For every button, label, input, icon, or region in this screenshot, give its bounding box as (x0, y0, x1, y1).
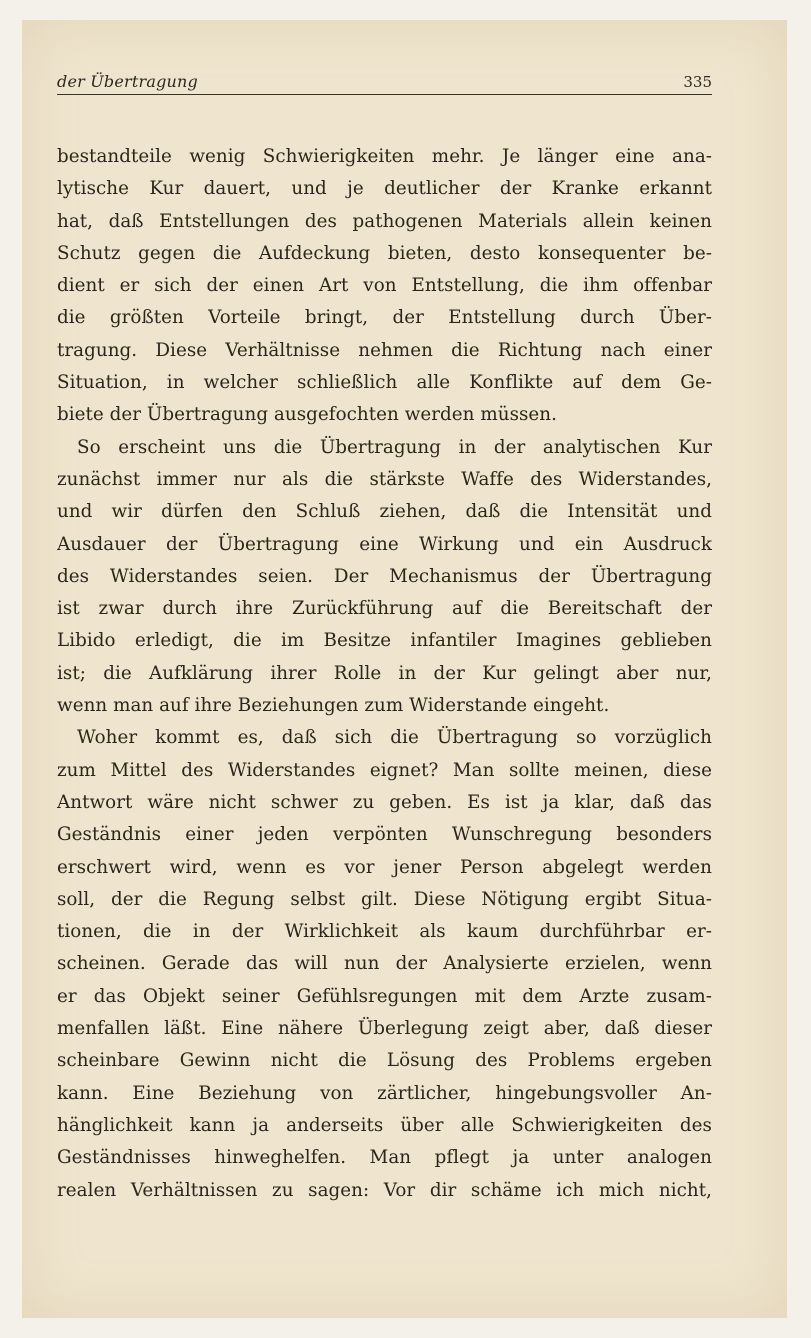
text-line: scheinbare Gewinn nicht die Lösung des Problems ergeben (57, 1050, 712, 1072)
text-line: Ausdauer der Übertragung eine Wirkung und ein Ausdruck (57, 533, 712, 555)
text-line: Geständnis einer jeden verpönten Wunschregung besonders (57, 824, 712, 846)
text-line: soll, der die Regung selbst gilt. Diese Nötigung ergibt Situa- (57, 888, 712, 910)
text-line: hänglichkeit kann ja anderseits über alle Schwierigkeiten des (57, 1114, 712, 1136)
page-number: 335 (683, 73, 712, 91)
text-line: hat, daß Entstellungen des pathogenen Materials allein keinen (57, 210, 712, 232)
text-line: bestandteile wenig Schwierigkeiten mehr. Je länger eine ana- (57, 146, 712, 167)
text-line: menfallen läßt. Eine nähere Überlegung zeigt aber, daß dieser (57, 1018, 712, 1040)
body-text (57, 141, 712, 1207)
text-line: Schutz gegen die Aufdeckung bieten, desto konsequenter be- (57, 242, 712, 264)
text-line: des Widerstandes seien. Der Mechanismus der Übertragung (57, 565, 712, 587)
running-head (57, 72, 712, 95)
text-line: erschwert wird, wenn es vor jener Person abgelegt werden (57, 856, 712, 878)
text-line: Geständnisses hinweghelfen. Man pflegt ja unter analogen (57, 1147, 712, 1169)
text-line: tionen, die in der Wirklichkeit als kaum durchführbar er- (57, 921, 712, 943)
text-line: zunächst immer nur als die stärkste Waffe des Widerstandes, (57, 468, 712, 490)
text-line: realen Verhältnissen zu sagen: Vor dir schäme ich mich nicht, (57, 1179, 712, 1201)
text-line: biete der Übertragung ausgefochten werden müssen. (57, 404, 557, 426)
text-line: tragung. Diese Verhältnisse nehmen die Richtung nach einer (57, 339, 712, 361)
running-title: der Übertragung (57, 72, 198, 91)
text-line: er das Objekt seiner Gefühlsregungen mit dem Arzte zusam- (57, 985, 712, 1007)
text-line: Antwort wäre nicht schwer zu geben. Es ist ja klar, daß das (57, 791, 712, 813)
text-line: Woher kommt es, daß sich die Übertragung so vorzüglich (77, 727, 712, 749)
text-line: So erscheint uns die Übertragung in der analytischen Kur (77, 436, 712, 458)
text-line: lytische Kur dauert, und je deutlicher der Kranke erkannt (57, 178, 712, 200)
text-line: zum Mittel des Widerstandes eignet? Man sollte meinen, diese (57, 759, 712, 781)
text-line: Libido erledigt, die im Besitze infantiler Imagines geblieben (57, 630, 712, 652)
text-line: scheinen. Gerade das will nun der Analysierte erzielen, wenn (57, 953, 712, 975)
text-line: ist; die Aufklärung ihrer Rolle in der Kur gelingt aber nur, (57, 662, 712, 684)
text-line: kann. Eine Beziehung von zärtlicher, hingebungsvoller An- (57, 1082, 712, 1104)
text-line: die größten Vorteile bringt, der Entstellung durch Über- (57, 307, 712, 329)
text-line: und wir dürfen den Schluß ziehen, daß die Intensität und (57, 501, 712, 523)
text-line: Situation, in welcher schließlich alle Konflikte auf dem Ge- (57, 372, 712, 394)
text-line: ist zwar durch ihre Zurückführung auf die Bereitschaft der (57, 598, 712, 620)
text-line: wenn man auf ihre Beziehungen zum Widerstande eingeht. (57, 695, 610, 717)
text-line: dient er sich der einen Art von Entstellung, die ihm offenbar (57, 275, 712, 297)
